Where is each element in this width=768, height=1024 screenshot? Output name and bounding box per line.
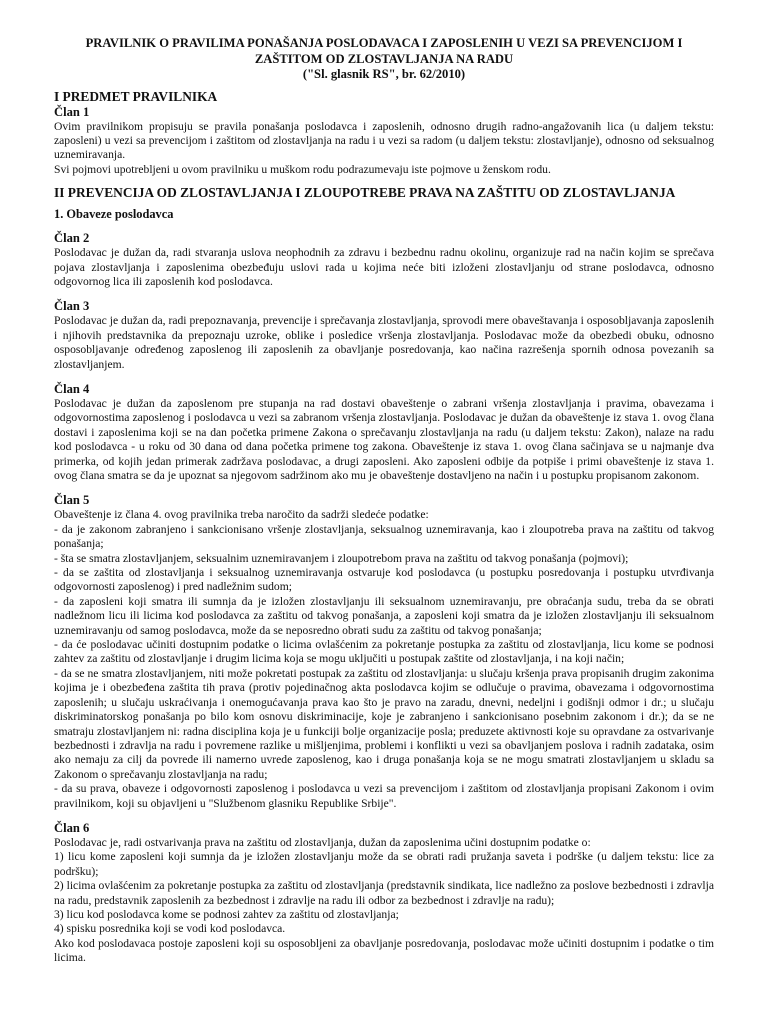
paragraph: Poslodavac je dužan da, radi prepoznavanja, prevencije i sprečavanja zlostavljanja, sprovodi mere obaveštavanja i osposobljavanja zaposlenih i njihovih predstavnika da prepoznaju uzroke, oblike i posledice vršenja zlostavljanja. Poslodavac može da obezbedi obuku, odnosno osposobljavanje određenog zaposlenog ili zaposlenih za obavljanje posredovanja, kao načina razrešenja spornih odnosa povezanih sa zlostavljanjem. xyxy=(54,314,714,371)
list-item: - da se ne smatra zlostavljanjem, niti može pokretati postupak za zaštitu od zlostavljanja: u slučaju kršenja prava propisanih drugim zakonima kojima je i obezbeđena zaštita tih prava (protiv pojedinačnog akta poslodavca kojim se odlučuje o pravima, obavezama i odgovornostima zaposlenih; u slučaju uskraćivanja i onemogućavanja prava kao što je pravo na zaradu, dnevni, nedeljni i godišnji odmor i dr.; u slučaju diskriminatorskog ponašanja po bilo kom osnovu diskriminacije, koje je zabranjeno i sankcionisano posebnim zakonom i dr.); da se ne smatraju zlostavljanjem ni: radna disciplina koja je u funkciji bolje organizacije posla; preduzete aktivnosti koje su opravdane za ostvarivanje bezbednosti i zdravlja na radu i povremene razlike u mišljenjima, problemi i konflikti u vezi sa obavljanjem poslova i radnih zadataka, osim ako nemaju za cilj da povrede ili namerno uvrede zaposlenog, kao i druga ponašanja koja se ne mogu smatrati zlostavljanjem u skladu sa Zakonom o sprečavanju zlostavljanja na radu; xyxy=(54,666,714,781)
clan-1 xyxy=(54,105,714,178)
paragraph: Poslodavac je dužan da zaposlenom pre stupanja na rad dostavi obaveštenje o zabrani vršenja zlostavljanja i pravima, obavezama i odgovornostima zaposlenog i poslodavca u vezi sa zabranom vršenja zlostavljanja. Poslodavac je dužan da obaveštenje iz stava 1. ovog člana dostavi i zaposlenima koji se na dan početka primene Zakona o sprečavanju zlostavljanja na radu (u daljem tekstu: Zakon), nalaze na radu kod poslodavca - u roku od 30 dana od dana početka primene tog zakona. Obaveštenje iz stava 1. ovog člana sačinjava se u najmanje dva primerka, od kojih jedan primerak zadržava poslodavac, a drugi zaposleni. Ako zaposleni odbije da potpiše i primi obaveštenje iz stava 1. ovog člana smatra se da je upoznat sa njegovom sadržinom ako mu je obaveštenje dostavljeno na način i u postupku propisanom zakonom. xyxy=(54,396,714,482)
list-item: - da su prava, obaveze i odgovornosti zaposlenog i poslodavca u vezi sa prevencijom i zaštitom od zlostavljanja propisani Zakonom i ovim pravilnikom, koji su objavljeni u "Službenom glasniku Republike Srbije". xyxy=(54,782,714,810)
list-item: - da zaposleni koji smatra ili sumnja da je izložen zlostavljanju ili seksualnom uznemiravanju, pre obraćanja sudu, treba da se obrati nadležnom licu ili licima kod poslodavca za zaštitu od takvog ponašanja, a zaposleni koji smatra da je izložen zlostavljanju ili seksualnom uznemiravanju od samog poslodavca, može da se neposredno obrati sudu za zaštitu od takvog ponašanja; xyxy=(54,594,714,637)
document-title xyxy=(54,36,714,83)
paragraph: Ovim pravilnikom propisuju se pravila ponašanja poslodavca i zaposlenih, odnosno drugih radno-angažovanih lica (u daljem tekstu: zaposleni) u vezi sa prevencijom i zaštitom od zlostavljanja na radu i u vezi sa radom (u daljem tekstu: zlostavljanje), odnosno od seksualnog uznemiravanja. xyxy=(54,119,714,162)
paragraph: Ako kod poslodavaca postoje zaposleni koji su osposobljeni za obavljanje posredovanja, poslodavac može učiniti dostupnim i podatke o tim licima. xyxy=(54,936,714,965)
subsection-heading: 1. Obaveze poslodavca xyxy=(54,207,174,222)
list-item: - šta se smatra zlostavljanjem, seksualnim uznemiravanjem i zloupotrebom prava na zaštitu od takvog ponašanja (pojmovi); xyxy=(54,551,629,565)
section-heading-1: I PREDMET PRAVILNIKA xyxy=(54,88,218,104)
clan-4 xyxy=(54,382,714,483)
title-line-3: ("Sl. glasnik RS", br. 62/2010) xyxy=(302,67,466,81)
list-item: 4) spisku posrednika koji se vodi kod poslodavca. xyxy=(54,922,286,936)
paragraph: Poslodavac je dužan da, radi stvaranja uslova neophodnih za zdravu i bezbednu radnu okolinu, organizuje rad na način kojim se sprečava pojava zlostavljanja i zaposlenima obezbeđuju uslovi rada u kojima neće biti izloženi zlostavljanju od strane poslodavca, odnosno odgovornog lica ili zaposlenih kod poslodavca. xyxy=(54,246,714,288)
clan-heading: Član 6 xyxy=(54,820,90,835)
title-line-1: PRAVILNIK O PRAVILIMA PONAŠANJA POSLODAVACA I ZAPOSLENIH U VEZI SA PREVENCIJOM I xyxy=(85,36,683,50)
clan-2 xyxy=(54,231,714,289)
list-item: 1) licu kome zaposleni koji sumnja da je izložen zlostavljanju može da se obrati radi pružanja saveta i podrške (u daljem tekstu: lice za podršku); xyxy=(54,850,714,878)
paragraph: Svi pojmovi upotrebljeni u ovom pravilniku u muškom rodu podrazumevaju iste pojmove u ženskom rodu. xyxy=(54,162,551,176)
paragraph: Obaveštenje iz člana 4. ovog pravilnika treba naročito da sadrži sledeće podatke: xyxy=(54,508,429,522)
clan-6 xyxy=(54,821,714,966)
clan-heading: Član 4 xyxy=(54,381,90,396)
paragraph: Poslodavac je, radi ostvarivanja prava na zaštitu od zlostavljanja, dužan da zaposlenima učini dostupnim podatke o: xyxy=(54,835,591,849)
title-line-2: ZAŠTITOM OD ZLOSTAVLJANJA NA RADU xyxy=(254,51,514,66)
list-item: - da je zakonom zabranjeno i sankcionisano vršenje zlostavljanja, seksualnog uznemiravanja, kao i zloupotreba prava na zaštitu od takvog ponašanja; xyxy=(54,522,714,551)
list-item: - da će poslodavac učiniti dostupnim podatke o licima ovlašćenim za pokretanje postupka za zaštitu od zlostavljanja, licu kome se podnosi zahtev za zaštitu od zlostavljanje i drugim licima koja se mogu uključiti u postupak zaštite od zlostavljanja, i na koji način; xyxy=(54,638,714,666)
clan-3 xyxy=(54,299,714,372)
clan-heading: Član 1 xyxy=(54,104,90,119)
list-item: - da se zaštita od zlostavljanja i seksualnog uznemiravanja ostvaruje kod poslodavca (u postupku posredovanja i postupku utvrđivanja odgovornosti zaposlenog) i pred nadležnim sudom; xyxy=(54,566,714,594)
clan-heading: Član 3 xyxy=(54,299,90,314)
section-heading-2: II PREVENCIJA OD ZLOSTAVLJANJA I ZLOUPOTREBE PRAVA NA ZAŠTITU OD ZLOSTAVLJANJA xyxy=(54,185,676,201)
clan-5 xyxy=(54,493,714,811)
list-item: 2) licima ovlašćenim za pokretanje postupka za zaštitu od zlostavljanja (predstavnik sindikata, lice nadležno za poslove bezbednosti i zdravlja na radu, predstavnik zaposlenih za bezbednost i zdravlje na radu ili odbor za bezbednost i zdravlje na radu); xyxy=(54,879,714,907)
clan-heading: Član 5 xyxy=(54,493,90,508)
clan-heading: Član 2 xyxy=(54,231,90,246)
list-item: 3) licu kod poslodavca kome se podnosi zahtev za zaštitu od zlostavljanja; xyxy=(54,907,399,921)
